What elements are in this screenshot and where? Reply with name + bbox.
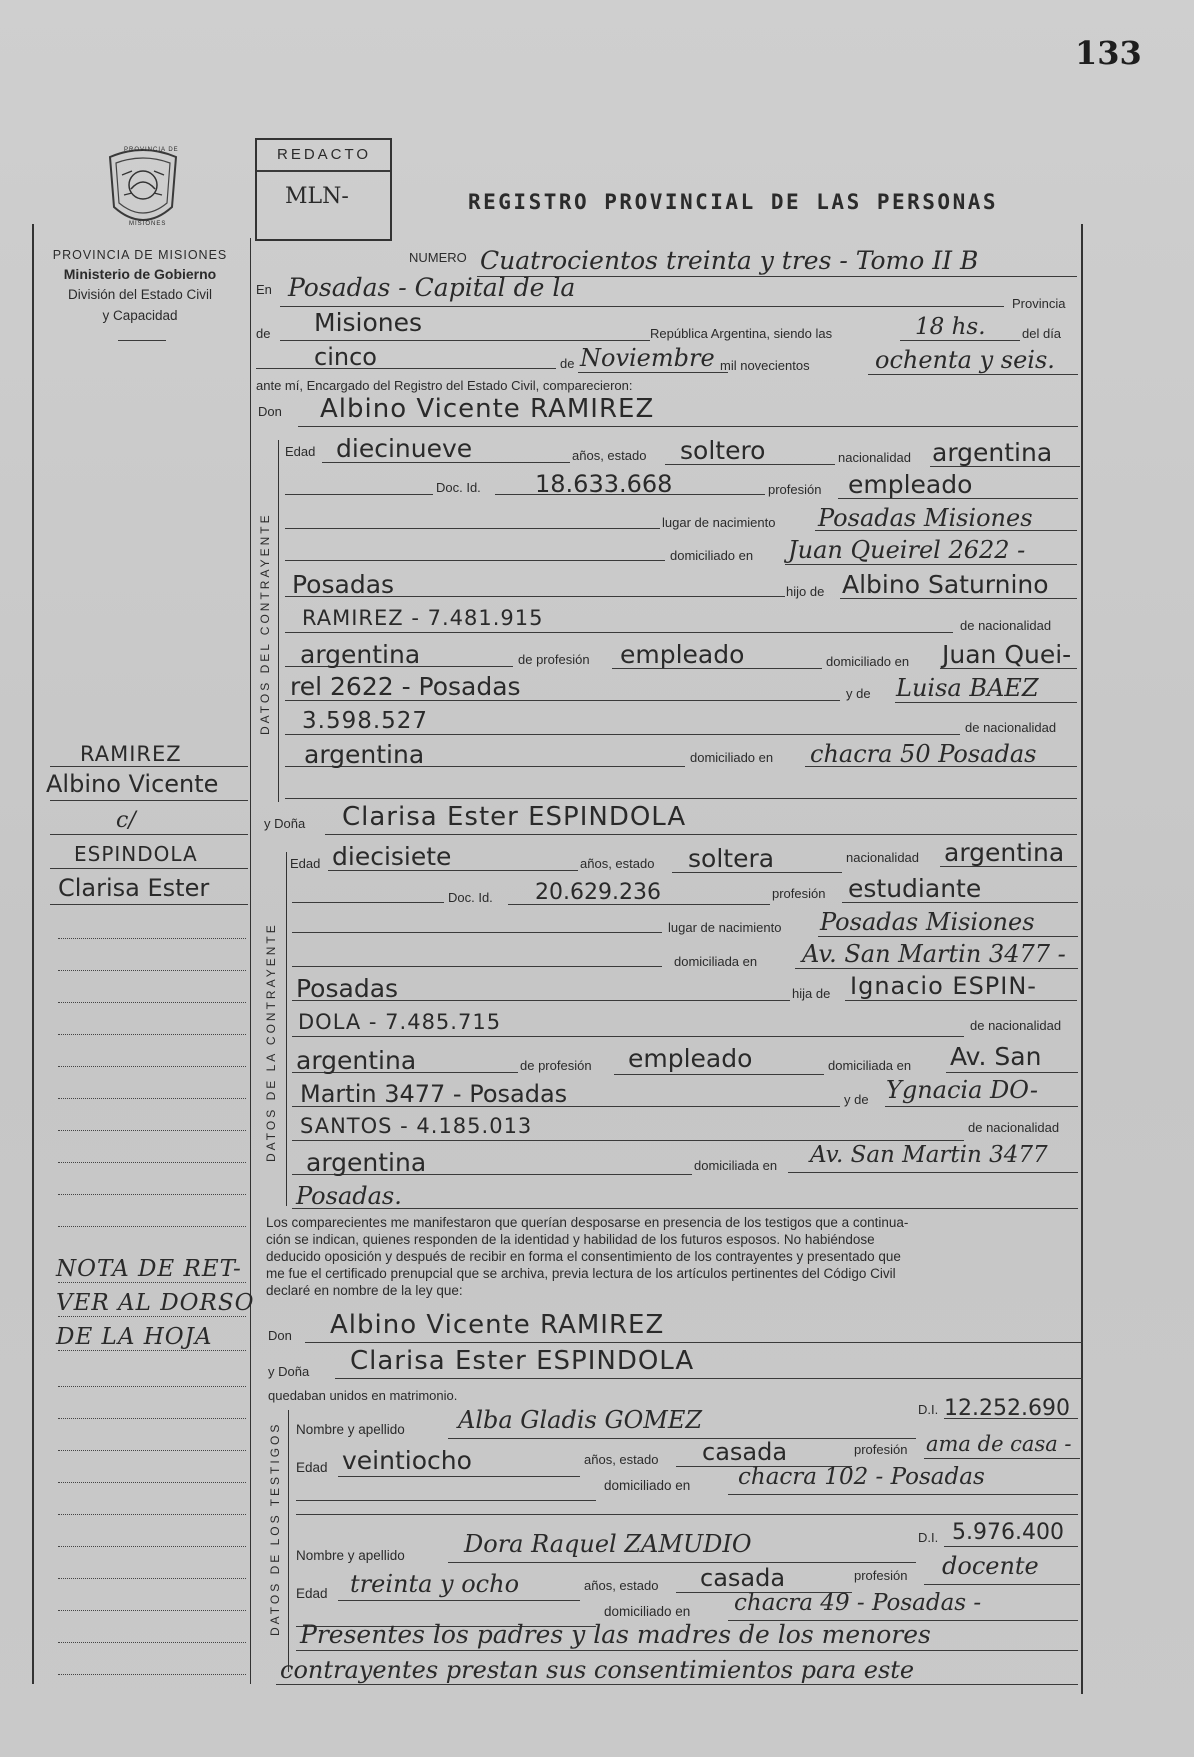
anio-value: ochenta y seis. bbox=[875, 346, 1055, 374]
groom-block-rule bbox=[278, 440, 279, 802]
margin-name1: Albino Vicente bbox=[46, 770, 219, 798]
margin-line-5 bbox=[50, 904, 248, 905]
dia-value: cinco bbox=[314, 343, 377, 371]
label-dom-w2: domiciliado en bbox=[604, 1604, 691, 1619]
bride-estado: soltera bbox=[688, 844, 775, 873]
line-lugar-pre-g bbox=[285, 528, 660, 529]
label-estado-w2: años, estado bbox=[584, 1578, 659, 1593]
line-padredom-b bbox=[946, 1072, 1078, 1073]
divider bbox=[118, 340, 166, 341]
org-ministry: Ministerio de Gobierno bbox=[63, 266, 217, 282]
margin-dotline bbox=[58, 1034, 246, 1035]
label-lugar-g: lugar de nacimiento bbox=[662, 515, 776, 530]
line-provincia bbox=[280, 340, 650, 341]
line-hora bbox=[900, 340, 1020, 341]
margin-dotline bbox=[58, 1162, 246, 1163]
label-ante: ante mí, Encargado del Registro del Estado Civil, comparecieron: bbox=[256, 378, 633, 393]
line-dom-b bbox=[795, 968, 1078, 969]
label-doc-b: Doc. Id. bbox=[448, 890, 493, 905]
line-dona bbox=[325, 834, 1077, 835]
label-don-decl: Don bbox=[268, 1328, 292, 1343]
margin-dotline bbox=[58, 1316, 246, 1317]
label-provincia: Provincia bbox=[1012, 296, 1066, 311]
line-sep-w bbox=[296, 1514, 1078, 1515]
declaration-line: Los comparecientes me manifestaron que querían desposarse en presencia de los testigos que a continua- bbox=[266, 1215, 909, 1230]
line-edad-w2 bbox=[338, 1600, 580, 1601]
label-mil: mil novecientos bbox=[720, 358, 810, 373]
margin-dotline bbox=[58, 1282, 246, 1283]
label-denac-g2: de nacionalidad bbox=[965, 720, 1057, 735]
label-yde-g: y de bbox=[846, 686, 871, 701]
label-edad-g: Edad bbox=[285, 444, 316, 459]
label-en: En bbox=[256, 282, 272, 297]
label-dona: y Doña bbox=[264, 816, 306, 831]
bride-padre-nac: argentina bbox=[296, 1046, 417, 1075]
margin-name2: Clarisa Ester bbox=[58, 874, 210, 902]
groom-edad: diecinueve bbox=[336, 434, 473, 463]
label-prof-w2: profesión bbox=[854, 1568, 908, 1583]
redacto-divider bbox=[257, 170, 390, 172]
groom-lugar-nac: Posadas Misiones bbox=[818, 504, 1033, 532]
line-note2 bbox=[276, 1684, 1078, 1685]
margin-dotline bbox=[58, 1130, 246, 1131]
line-padreprof-b bbox=[614, 1074, 824, 1075]
line-dia bbox=[256, 368, 556, 369]
label-dom-w1: domiciliado en bbox=[604, 1478, 691, 1493]
margin-dotline bbox=[58, 970, 246, 971]
groom-padre-nac: argentina bbox=[300, 640, 421, 669]
org-capacidad: y Capacidad bbox=[102, 308, 178, 323]
margin-dotline bbox=[58, 1578, 246, 1579]
label-yde-b: y de bbox=[844, 1092, 869, 1107]
groom-nacionalidad: argentina bbox=[932, 438, 1053, 467]
bride-doc: 20.629.236 bbox=[535, 880, 661, 905]
groom-madre2: 3.598.527 bbox=[302, 708, 429, 734]
quedaban-text: quedaban unidos en matrimonio. bbox=[268, 1388, 458, 1403]
groom-estado: soltero bbox=[680, 436, 766, 465]
org-province: PROVINCIA DE MISIONES bbox=[52, 248, 228, 262]
line-lugar-b bbox=[818, 936, 1078, 937]
line-en bbox=[280, 306, 1004, 307]
witness2-name: Dora Raquel ZAMUDIO bbox=[464, 1530, 752, 1558]
margin-dotline bbox=[58, 1546, 246, 1547]
groom-profesion: empleado bbox=[848, 470, 973, 499]
witness-block-rule bbox=[288, 1410, 289, 1672]
label-hijo-g: hijo de bbox=[786, 584, 825, 599]
margin-dotline bbox=[58, 1642, 246, 1643]
bride-madre1: Ygnacia DO- bbox=[886, 1076, 1038, 1104]
bride-domicilio2: Posadas bbox=[296, 974, 399, 1003]
margin-dotline bbox=[58, 1674, 246, 1675]
groom-padre1: Albino Saturnino bbox=[842, 570, 1049, 599]
org-division: División del Estado Civil bbox=[67, 287, 213, 302]
label-edad-w1: Edad bbox=[296, 1460, 328, 1475]
bride-madre-dom: Av. San Martin 3477 bbox=[810, 1142, 1048, 1168]
bride-padre2: DOLA - 7.485.715 bbox=[298, 1010, 502, 1034]
groom-name: Albino Vicente RAMIREZ bbox=[320, 394, 655, 424]
declaration-text bbox=[266, 1214, 1081, 1299]
bride-nacionalidad: argentina bbox=[944, 838, 1065, 867]
groom-madre-nac: argentina bbox=[304, 740, 425, 769]
seal-top-text: PROVINCIA DE bbox=[124, 147, 179, 153]
note-line2: contrayentes prestan sus consentimientos para este bbox=[280, 1656, 915, 1684]
label-dona-decl: y Doña bbox=[268, 1364, 310, 1379]
groom-domicilio2: Posadas bbox=[292, 570, 395, 599]
line-anio bbox=[868, 374, 1078, 375]
declaration-line: ción se indican, quienes responden de la identidad y habilidad de los futuros esposos. No habiéndose bbox=[266, 1232, 875, 1247]
line-doc-pre-b bbox=[292, 902, 444, 903]
witness2-estado: casada bbox=[700, 1564, 786, 1592]
page-title: REGISTRO PROVINCIAL DE LAS PERSONAS bbox=[468, 190, 999, 214]
margin-dotline bbox=[58, 1418, 246, 1419]
declared-don: Albino Vicente RAMIREZ bbox=[330, 1310, 665, 1340]
label-deprof-g: de profesión bbox=[518, 652, 590, 667]
declared-dona: Clarisa Ester ESPINDOLA bbox=[350, 1346, 695, 1376]
note-line1: Presentes los padres y las madres de los menores bbox=[300, 1620, 931, 1649]
groom-doc: 18.633.668 bbox=[535, 470, 673, 498]
line-dona-decl bbox=[335, 1378, 1083, 1379]
margin-note1: NOTA DE RET- bbox=[56, 1256, 242, 1282]
margin-dotline bbox=[58, 1226, 246, 1227]
label-republica: República Argentina, siendo las bbox=[650, 326, 833, 341]
bride-padre-dom2: Martin 3477 - Posadas bbox=[300, 1080, 568, 1108]
margin-dotline bbox=[58, 1002, 246, 1003]
label-nac-b: nacionalidad bbox=[846, 850, 920, 865]
seal-bottom-text: MISIONES bbox=[129, 221, 167, 227]
margin-note3: DE LA HOJA bbox=[56, 1324, 213, 1350]
line-di-w2 bbox=[944, 1546, 1078, 1547]
label-dom-mg: domiciliado en bbox=[690, 750, 774, 765]
bride-name: Clarisa Ester ESPINDOLA bbox=[342, 802, 687, 832]
label-di-w1: D.I. bbox=[918, 1402, 939, 1417]
label-prof-b: profesión bbox=[772, 886, 826, 901]
label-nombre-w1: Nombre y apellido bbox=[296, 1422, 405, 1437]
witness1-name: Alba Gladis GOMEZ bbox=[458, 1406, 703, 1434]
line-dom-pre-g bbox=[285, 560, 665, 561]
label-di-w2: D.I. bbox=[918, 1530, 939, 1545]
line-dom-pre-b bbox=[292, 966, 662, 967]
label-don: Don bbox=[258, 404, 282, 419]
label-numero: NUMERO bbox=[409, 250, 467, 265]
line-dom-pre-w1 bbox=[296, 1500, 596, 1501]
bride-padre-dom1: Av. San bbox=[950, 1042, 1042, 1071]
margin-surname2: ESPINDOLA bbox=[74, 842, 198, 866]
hora-value: 18 hs. bbox=[915, 314, 986, 340]
side-contrayente-m: DATOS DEL CONTRAYENTE bbox=[258, 512, 272, 735]
label-del-dia: del día bbox=[1022, 326, 1062, 341]
witness1-edad: veintiocho bbox=[342, 1446, 472, 1475]
bride-edad: diecisiete bbox=[332, 842, 452, 871]
label-dom-pb: domiciliada en bbox=[828, 1058, 912, 1073]
margin-dotline bbox=[58, 1450, 246, 1451]
line-extra-g bbox=[285, 798, 1077, 799]
label-nac-g: nacionalidad bbox=[838, 450, 912, 465]
line-madredom-b bbox=[788, 1172, 1078, 1173]
margin-dotline bbox=[58, 1386, 246, 1387]
line-padre-b bbox=[292, 1036, 964, 1037]
label-edad-w2: Edad bbox=[296, 1586, 328, 1601]
line-don bbox=[298, 426, 1078, 427]
line-lugar-pre-b bbox=[292, 932, 662, 933]
bride-madre-dom2: Posadas. bbox=[296, 1182, 402, 1210]
line-extra-b bbox=[292, 1208, 1078, 1209]
label-dom-mb: domiciliada en bbox=[694, 1158, 778, 1173]
line-madre2-g bbox=[285, 734, 960, 735]
margin-dotline bbox=[58, 1610, 246, 1611]
groom-domicilio: Juan Queirel 2622 - bbox=[788, 536, 1026, 564]
line-madre2-b bbox=[292, 1140, 964, 1141]
lugar-value: Posadas - Capital de la bbox=[288, 273, 576, 302]
margin-dotline bbox=[58, 1482, 246, 1483]
margin-surname1: RAMIREZ bbox=[80, 742, 182, 766]
groom-padre-prof: empleado bbox=[620, 640, 745, 669]
label-denac-g1: de nacionalidad bbox=[960, 618, 1052, 633]
bride-profesion: estudiante bbox=[848, 874, 982, 903]
page-number: 133 bbox=[1075, 34, 1142, 72]
label-doc-g: Doc. Id. bbox=[436, 480, 481, 495]
redacto-value: MLN- bbox=[285, 184, 349, 209]
margin-dotline bbox=[58, 1514, 246, 1515]
margin-conj: c/ bbox=[116, 808, 136, 833]
label-dom-b: domiciliada en bbox=[674, 954, 758, 969]
bride-domicilio: Av. San Martin 3477 - bbox=[802, 940, 1066, 968]
provincial-seal bbox=[102, 145, 184, 235]
line-dom-g bbox=[785, 564, 1077, 565]
line-madre-b bbox=[885, 1106, 1078, 1107]
line-prof-w2 bbox=[924, 1584, 1080, 1585]
line-doc-pre-g bbox=[285, 494, 433, 495]
label-deprof-b: de profesión bbox=[520, 1058, 592, 1073]
label-denac-b2: de nacionalidad bbox=[968, 1120, 1060, 1135]
groom-padre2: RAMIREZ - 7.481.915 bbox=[302, 606, 544, 630]
declaration-line: deducido oposición y después de recibir en forma el consentimiento de los contrayentes y presentado que bbox=[266, 1249, 901, 1264]
label-hija-b: hija de bbox=[792, 986, 831, 1001]
label-dom-g: domiciliado en bbox=[670, 548, 754, 563]
margin-dotline bbox=[58, 1350, 246, 1351]
witness2-profesion: docente bbox=[942, 1552, 1039, 1580]
margin-line-1 bbox=[50, 766, 248, 767]
numero-value: Cuatrocientos treinta y tres - Tomo II B bbox=[480, 246, 979, 275]
margin-dotline bbox=[58, 938, 246, 939]
witness1-domicilio: chacra 102 - Posadas bbox=[738, 1464, 985, 1490]
witness2-edad: treinta y ocho bbox=[350, 1570, 520, 1598]
label-prof-w1: profesión bbox=[854, 1442, 908, 1457]
label-de2: de bbox=[560, 356, 575, 371]
witness2-di: 5.976.400 bbox=[952, 1520, 1064, 1545]
provincia-value: Misiones bbox=[314, 308, 423, 337]
margin-left-rule bbox=[32, 224, 34, 1684]
line-dom-w1 bbox=[728, 1494, 1078, 1495]
label-lugar-b: lugar de nacimiento bbox=[668, 920, 782, 935]
bride-lugar-nac: Posadas Misiones bbox=[820, 908, 1035, 936]
mes-value: Noviembre bbox=[580, 344, 715, 372]
margin-dotline bbox=[58, 1098, 246, 1099]
bride-padre-prof: empleado bbox=[628, 1044, 753, 1073]
line-prof-w1 bbox=[924, 1458, 1080, 1459]
groom-padre-dom2: rel 2622 - Posadas bbox=[290, 672, 521, 701]
line-note1 bbox=[296, 1650, 1078, 1651]
groom-madre-dom: chacra 50 Posadas bbox=[810, 740, 1037, 768]
label-estado-w1: años, estado bbox=[584, 1452, 659, 1467]
line-don-decl bbox=[305, 1342, 1083, 1343]
groom-madre1: Luisa BAEZ bbox=[896, 674, 1039, 702]
redacto-box bbox=[255, 138, 392, 241]
groom-padre-dom1: Juan Quei- bbox=[942, 640, 1072, 669]
redacto-label: REDACTO bbox=[277, 146, 372, 163]
line-mes bbox=[578, 372, 728, 373]
witness1-estado: casada bbox=[702, 1438, 788, 1466]
side-contrayente-f: DATOS DE LA CONTRAYENTE bbox=[264, 922, 278, 1162]
label-estado-b: años, estado bbox=[580, 856, 655, 871]
line-hija-b bbox=[845, 1000, 1077, 1001]
margin-line-3 bbox=[50, 834, 248, 835]
line-nombre-w1 bbox=[448, 1438, 916, 1439]
witness1-profesion: ama de casa - bbox=[926, 1432, 1072, 1456]
line-edad-w1 bbox=[338, 1476, 580, 1477]
witness1-di: 12.252.690 bbox=[944, 1396, 1070, 1421]
form-right-rule bbox=[1081, 224, 1083, 1694]
margin-line-2 bbox=[50, 800, 248, 801]
label-estado-g: años, estado bbox=[572, 448, 647, 463]
label-nombre-w2: Nombre y apellido bbox=[296, 1548, 405, 1563]
witness2-domicilio: chacra 49 - Posadas - bbox=[734, 1590, 982, 1616]
label-edad-b: Edad bbox=[290, 856, 321, 871]
margin-line-4 bbox=[50, 868, 248, 869]
margin-note2: VER AL DORSO bbox=[56, 1290, 255, 1316]
label-dom-pg: domiciliado en bbox=[826, 654, 910, 669]
line-madre-g bbox=[895, 702, 1077, 703]
declaration-line: declaré en nombre de la ley que: bbox=[266, 1283, 463, 1298]
margin-dotline bbox=[58, 1066, 246, 1067]
label-denac-b1: de nacionalidad bbox=[970, 1018, 1062, 1033]
label-prof-g: profesión bbox=[768, 482, 822, 497]
margin-right-rule bbox=[250, 238, 251, 1684]
margin-dotline bbox=[58, 1194, 246, 1195]
bride-madre2: SANTOS - 4.185.013 bbox=[300, 1114, 533, 1138]
bride-madre-nac: argentina bbox=[306, 1148, 427, 1177]
side-testigos: DATOS DE LOS TESTIGOS bbox=[268, 1421, 282, 1636]
declaration-line: me fue el certificado prenupcial que se archiva, previa lectura de los artículos pertinentes del Código Civil bbox=[266, 1266, 896, 1281]
bride-block-rule bbox=[286, 852, 287, 1206]
label-de: de bbox=[256, 326, 271, 341]
bride-padre1: Ignacio ESPIN- bbox=[850, 972, 1037, 1000]
line-padre-g bbox=[285, 632, 953, 633]
line-nombre-w2 bbox=[448, 1562, 916, 1563]
